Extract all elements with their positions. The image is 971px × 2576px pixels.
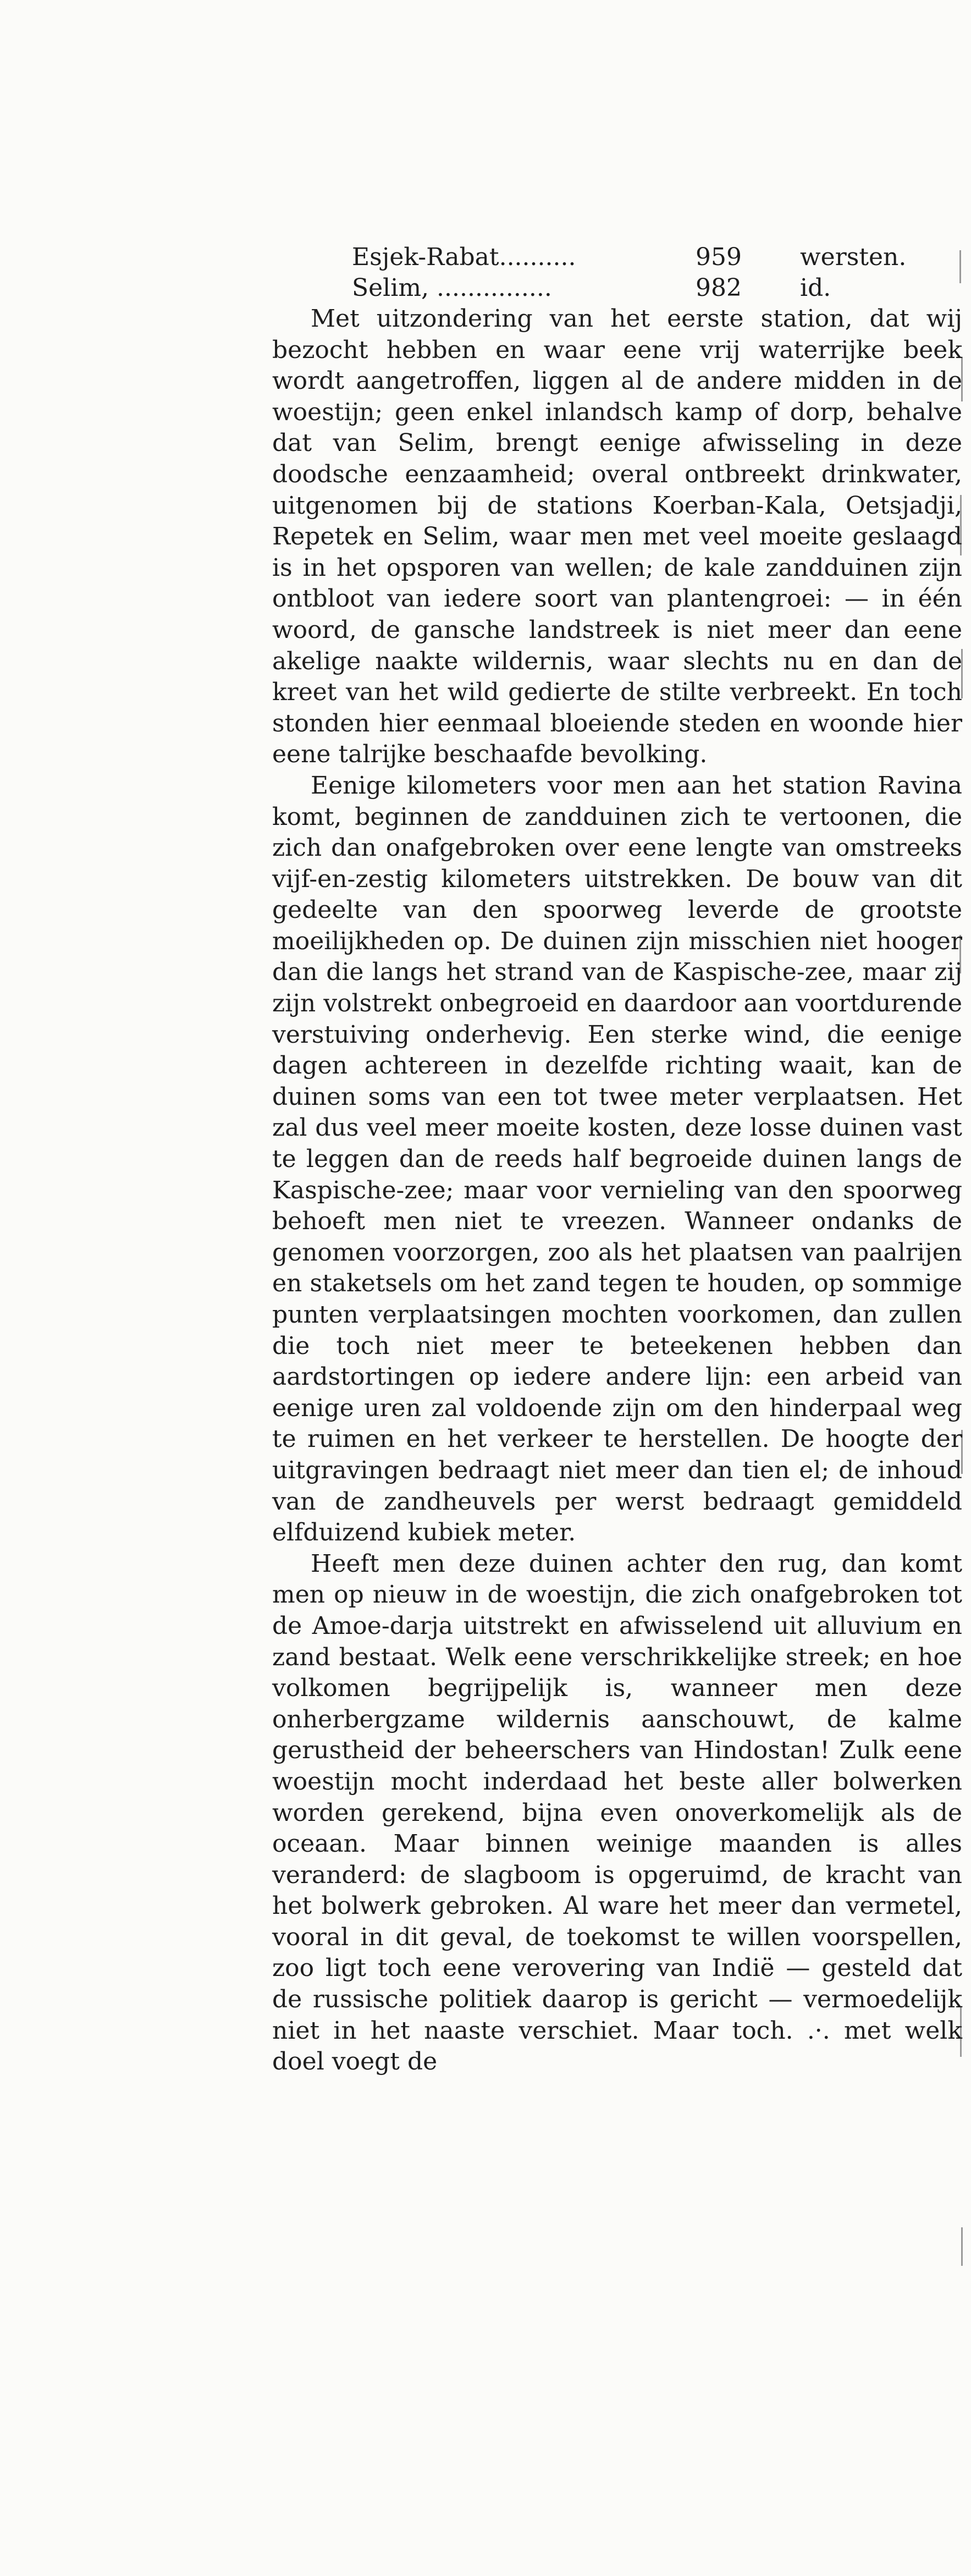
distance-unit: id. <box>800 274 831 302</box>
station-name: Selim, ............... <box>352 274 552 302</box>
distance-row <box>272 273 962 304</box>
paragraph: Heeft men deze duinen achter den rug, dan komt men op nieuw in de woestijn, die zich onafgebroken tot de Amoe-darja uitstrekt en afwisselend uit alluvium en zand bestaat. Welk eene verschrikkelijke streek; en hoe volkomen begrijpelijk is, wanneer men deze onherbergzame wildernis aanschouwt, de kalme gerustheid der beheerschers van Hindostan! Zulk eene woestijn mocht inderdaad het beste aller bolwerken worden gerekend, bijna even onoverkomelijk als de oceaan. Maar binnen weinige maanden is alles veranderd: de slagboom is opgeruimd, de kracht van het bolwerk gebroken. Al ware het meer dan vermetel, vooral in dit geval, de toekomst te willen voorspellen, zoo ligt toch eene verovering van Indië — gesteld dat de russische politiek daarop is gericht — vermoedelijk niet in het naaste verschiet. Maar toch. .·. met welk doel voegt de <box>272 1549 962 2076</box>
paragraph: Met uitzondering van het eerste station, dat wij bezocht hebben en waar eene vrij waterrijke beek wordt aangetroffen, liggen al de andere midden in de woestijn; geen enkel inlandsch kamp of dorp, behalve dat van Selim, brengt eenige afwisseling in deze doodsche eenzaamheid; overal ontbreekt drinkwater, uitgenomen bij de stations Koerban-Kala, Oetsjadji, Repetek en Selim, waar men met veel moeite geslaagd is in het opsporen van wellen; de kale zandduinen zijn ontbloot van iedere soort van plantengroei: — in één woord, de gansche landstreek is niet meer dan eene akelige naakte wildernis, waar slechts nu en dan de kreet van het wild gedierte de stilte verbreekt. En toch stonden hier eenmaal bloeiende steden en woonde hier eene talrijke beschaafde bevolking. <box>272 305 962 769</box>
distance-unit: wersten. <box>800 243 907 271</box>
margin-mark <box>961 2227 963 2266</box>
distance-row <box>272 242 962 273</box>
distance-value: 982 <box>696 274 742 302</box>
paragraph: Eenige kilometers voor men aan het station Ravina komt, beginnen de zandduinen zich te vertoonen, die zich dan onafgebroken over eene lengte van omstreeks vijf-en-zestig kilometers uitstrekken. De bouw van dit gedeelte van den spoorweg leverde de grootste moeilijkheden op. De duinen zijn misschien niet hooger dan die langs het strand van de Kaspische-zee, maar zij zijn volstrekt onbegroeid en daardoor aan voortdurende verstuiving onderhevig. Een sterke wind, die eenige dagen achtereen in dezelfde richting waait, kan de duinen soms van een tot twee meter verplaatsen. Het zal dus veel meer moeite kosten, deze losse duinen vast te leggen dan de reeds half begroeide duinen langs de Kaspische-zee; maar voor vernieling van den spoorweg behoeft men niet te vreezen. Wanneer ondanks de genomen voorzorgen, zoo als het plaatsen van paalrijen en staketsels om het zand tegen te houden, op sommige punten verplaatsingen mochten voorkomen, dan zullen die toch niet meer te beteekenen hebben dan aardstortingen op iedere andere lijn: een arbeid van eenige uren zal voldoende zijn om den hinderpaal weg te ruimen en het verkeer te herstellen. De hoogte der uitgravingen bedraagt niet meer dan tien el; de inhoud van de zandheuvels per werst bedraagt gemiddeld elfduizend kubiek meter. <box>272 771 962 1547</box>
text-column <box>272 242 962 2078</box>
station-name: Esjek-Rabat.......... <box>352 243 576 271</box>
distance-value: 959 <box>696 243 742 271</box>
